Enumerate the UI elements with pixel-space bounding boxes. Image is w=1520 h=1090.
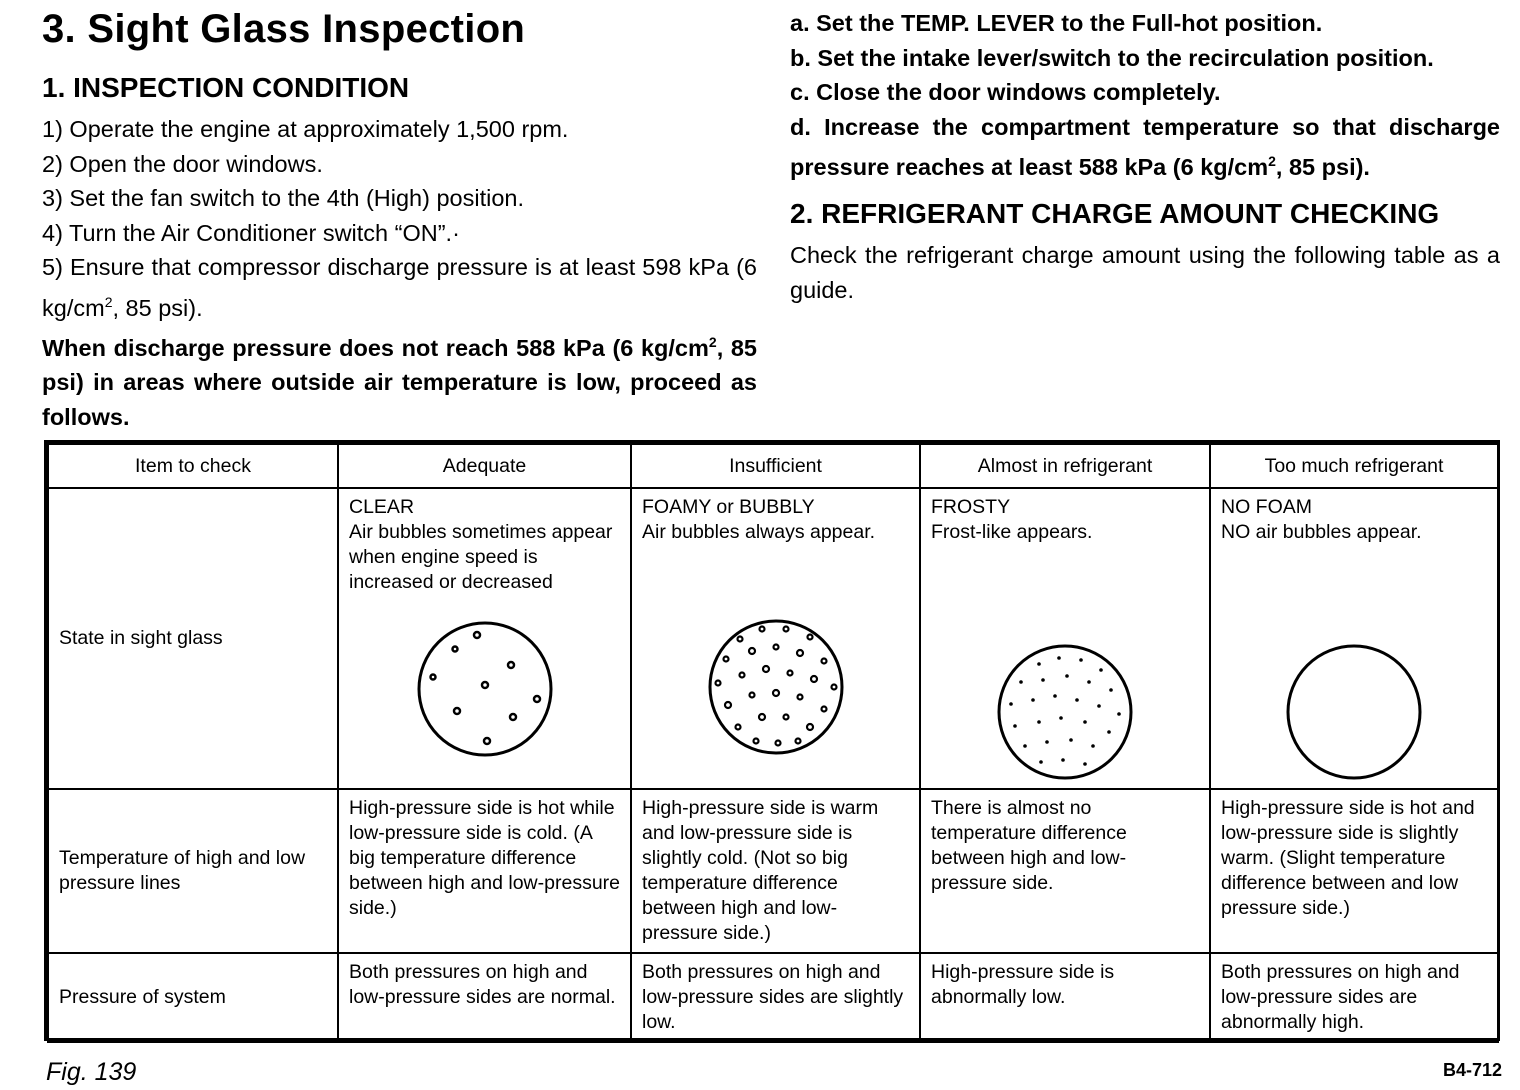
charge-checking-heading: 2. REFRIGERANT CHARGE AMOUNT CHECKING <box>790 198 1440 230</box>
state-title: CLEAR <box>349 496 415 518</box>
sight-glass-table <box>44 440 1500 1041</box>
state-insufficient <box>631 488 920 789</box>
state-text: NO air bubbles appear. <box>1221 521 1422 543</box>
procedure-d <box>790 110 1500 185</box>
state-text: Air bubbles sometimes appear when engine speed is increased or decreased <box>349 521 613 593</box>
step-5-text: 5) Ensure that compressor discharge pressure is at least 598 kPa (6 kg/cm <box>42 254 757 321</box>
frosty-sight-glass-icon <box>995 642 1135 782</box>
table-row-pressure <box>48 953 1498 1042</box>
table-header-row <box>48 444 1498 488</box>
procedure-a: a. Set the TEMP. LEVER to the Full-hot position. <box>790 10 1323 36</box>
temp-insufficient: High-pressure side is warm and low-pressure side is slightly cold. (Not so big temperature difference between high and low-pressure side.) <box>631 789 920 953</box>
state-text: Air bubbles always appear. <box>642 521 876 543</box>
state-almost <box>920 488 1210 789</box>
left-column <box>42 0 757 434</box>
clear-sight-glass-icon <box>415 619 555 759</box>
step-4: 4) Turn the Air Conditioner switch “ON”.· <box>42 219 460 246</box>
header-item: Item to check <box>48 444 338 488</box>
table-row-state <box>48 488 1498 789</box>
pressure-almost: High-pressure side is abnormally low. <box>920 953 1210 1042</box>
temp-adequate: High-pressure side is hot while low-pressure side is cold. (A big temperature difference between high and low-pressure side.) <box>338 789 631 953</box>
step-1: 1) Operate the engine at approximately 1,500 rpm. <box>42 116 569 142</box>
figure-label: Fig. 139 <box>46 1058 137 1086</box>
state-text: Frost-like appears. <box>931 521 1093 543</box>
superscript: 2 <box>104 293 113 310</box>
row-label-temperature: Temperature of high and low pressure lines <box>48 789 338 953</box>
state-title: FOAMY or BUBBLY <box>642 496 815 518</box>
foamy-sight-glass-icon <box>706 617 846 757</box>
superscript: 2 <box>1268 153 1276 169</box>
header-adequate: Adequate <box>338 444 631 488</box>
table-row-temperature <box>48 789 1498 953</box>
superscript: 2 <box>708 333 717 350</box>
figure-code: B4-712 <box>1442 1060 1502 1080</box>
row-label-pressure: Pressure of system <box>48 953 338 1042</box>
step-2: 2) Open the door windows. <box>42 150 323 177</box>
charge-checking-text: Check the refrigerant charge amount using the following table as a guide. <box>790 242 1500 303</box>
pressure-too-much: Both pressures on high and low-pressure sides are abnormally high. <box>1210 953 1498 1042</box>
pressure-insufficient: Both pressures on high and low-pressure sides are slightly low. <box>631 953 920 1042</box>
inspection-condition-heading: 1. INSPECTION CONDITION <box>42 72 410 103</box>
temp-almost: There is almost no temperature difference between high and low- pressure side. <box>920 789 1210 953</box>
header-almost: Almost in refrigerant <box>920 444 1210 488</box>
row-label-state: State in sight glass <box>48 488 338 789</box>
note-text-end: , 85 psi) in areas where outside air temperature is low, proceed as follows. <box>42 334 757 430</box>
step-5 <box>42 250 757 325</box>
step-3: 3) Set the fan switch to the 4th (High) position. <box>42 185 525 211</box>
inspection-steps <box>42 112 757 434</box>
no-foam-sight-glass-icon <box>1284 642 1424 782</box>
procedure-d-text: d. Increase the compartment temperature so that discharge pressure reaches at least 588 kPa (6 kg/cm <box>790 113 1500 180</box>
state-too-much <box>1210 488 1498 789</box>
state-adequate <box>338 488 631 789</box>
header-insufficient: Insufficient <box>631 444 920 488</box>
state-title: NO FOAM <box>1221 496 1312 518</box>
inspection-table <box>47 443 1499 1043</box>
note-text: When discharge pressure does not reach 588 kPa (6 kg/cm <box>42 334 709 361</box>
procedure-d-text-end: , 85 psi). <box>1275 153 1370 180</box>
low-temperature-note <box>42 325 757 434</box>
procedure-b: b. Set the intake lever/switch to the recirculation position. <box>790 44 1434 71</box>
procedure-c: c. Close the door windows completely. <box>790 79 1221 105</box>
state-title: FROSTY <box>931 496 1011 518</box>
header-too-much: Too much refrigerant <box>1210 444 1498 488</box>
pressure-adequate: Both pressures on high and low-pressure sides are normal. <box>338 953 631 1042</box>
page-title: 3. Sight Glass Inspection <box>42 7 526 51</box>
right-column <box>790 0 1500 307</box>
step-5-text-end: , 85 psi). <box>112 294 203 321</box>
temp-too-much: High-pressure side is hot and low-pressure side is slightly warm. (Slight temperature difference between and low pressure side.) <box>1210 789 1498 953</box>
